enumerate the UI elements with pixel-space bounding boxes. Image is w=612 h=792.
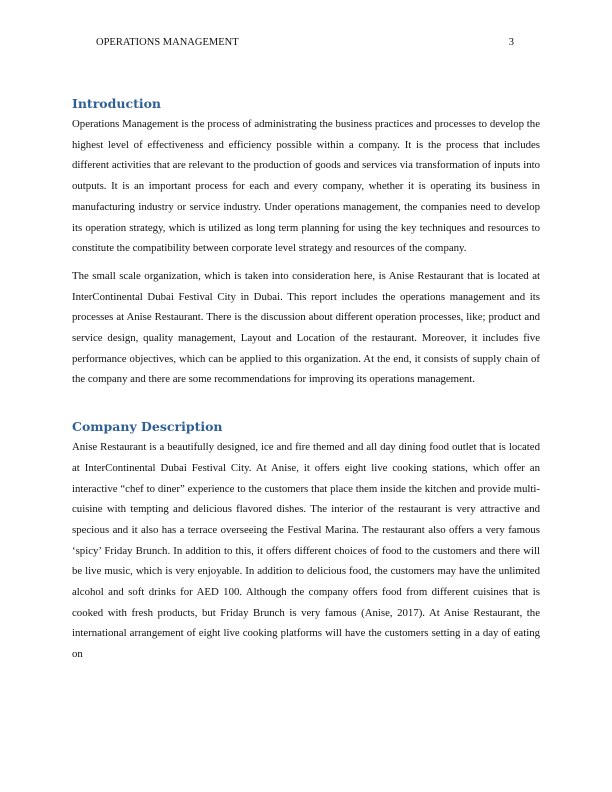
introduction-paragraph-1: Operations Management is the process of administrating the business practices and processes to develop the highest level of effectiveness and efficiency possible within a company. It is the process that includes different activities that are relevant to the production of goods and services via transformation of inputs into outputs. It is an important process for each and every company, whether it is operating its business in manufacturing industry or service industry. Under operations management, the companies need to develop its operation strategy, which is utilized as long term planning for using the key techniques and resources to constitute the compatibility between corporate level strategy and resources of the company. [72, 118, 540, 255]
company-description-heading: Company Description [72, 419, 223, 435]
company-description-paragraph-1: Anise Restaurant is a beautifully designed, ice and fire themed and all day dining food outlet that is located at InterContinental Dubai Festival City. At Anise, it offers eight live cooking stations, which offer an interactive “chef to diner” experience to the customers that place them inside the kitchen and provide multi-cuisine with tempting and delicious flavored dishes. The interior of the restaurant is very attractive and specious and it also has a terrace overseeing the Festival Marina. The restaurant also offers a very famous ‘spicy’ Friday Brunch. In addition to this, it offers different choices of food to the customers and there will be live music, which is very enjoyable. In addition to delicious food, the customers may have the unlimited alcohol and soft drinks for AED 100. Although the company offers food from different cuisines that is cooked with fresh products, but Friday Brunch is very famous (Anise, 2017). At Anise Restaurant, the international arrangement of eight live cooking platforms will have the customers setting in a day of eating on [72, 441, 540, 661]
introduction-paragraph-2: The small scale organization, which is taken into consideration here, is Anise Restaurant that is located at InterContinental Dubai Festival City in Dubai. This report includes the operations management and its processes at Anise Restaurant. There is the discussion about different operation processes, like; product and service design, quality management, Layout and Location of the restaurant. Moreover, it includes five performance objectives, which can be applied to this organization. At the end, it consists of supply chain of the company and there are some recommendations for improving its operations management. [72, 269, 540, 386]
running-head: OPERATIONS MANAGEMENT [96, 37, 239, 48]
page-content [72, 94, 540, 665]
introduction-section [72, 94, 540, 390]
paragraph-spacer [72, 259, 540, 266]
section-spacer [72, 390, 540, 417]
introduction-heading: Introduction [72, 96, 162, 111]
page-number: 3 [508, 37, 514, 48]
company-description-section [72, 417, 540, 665]
page-header [96, 36, 514, 50]
